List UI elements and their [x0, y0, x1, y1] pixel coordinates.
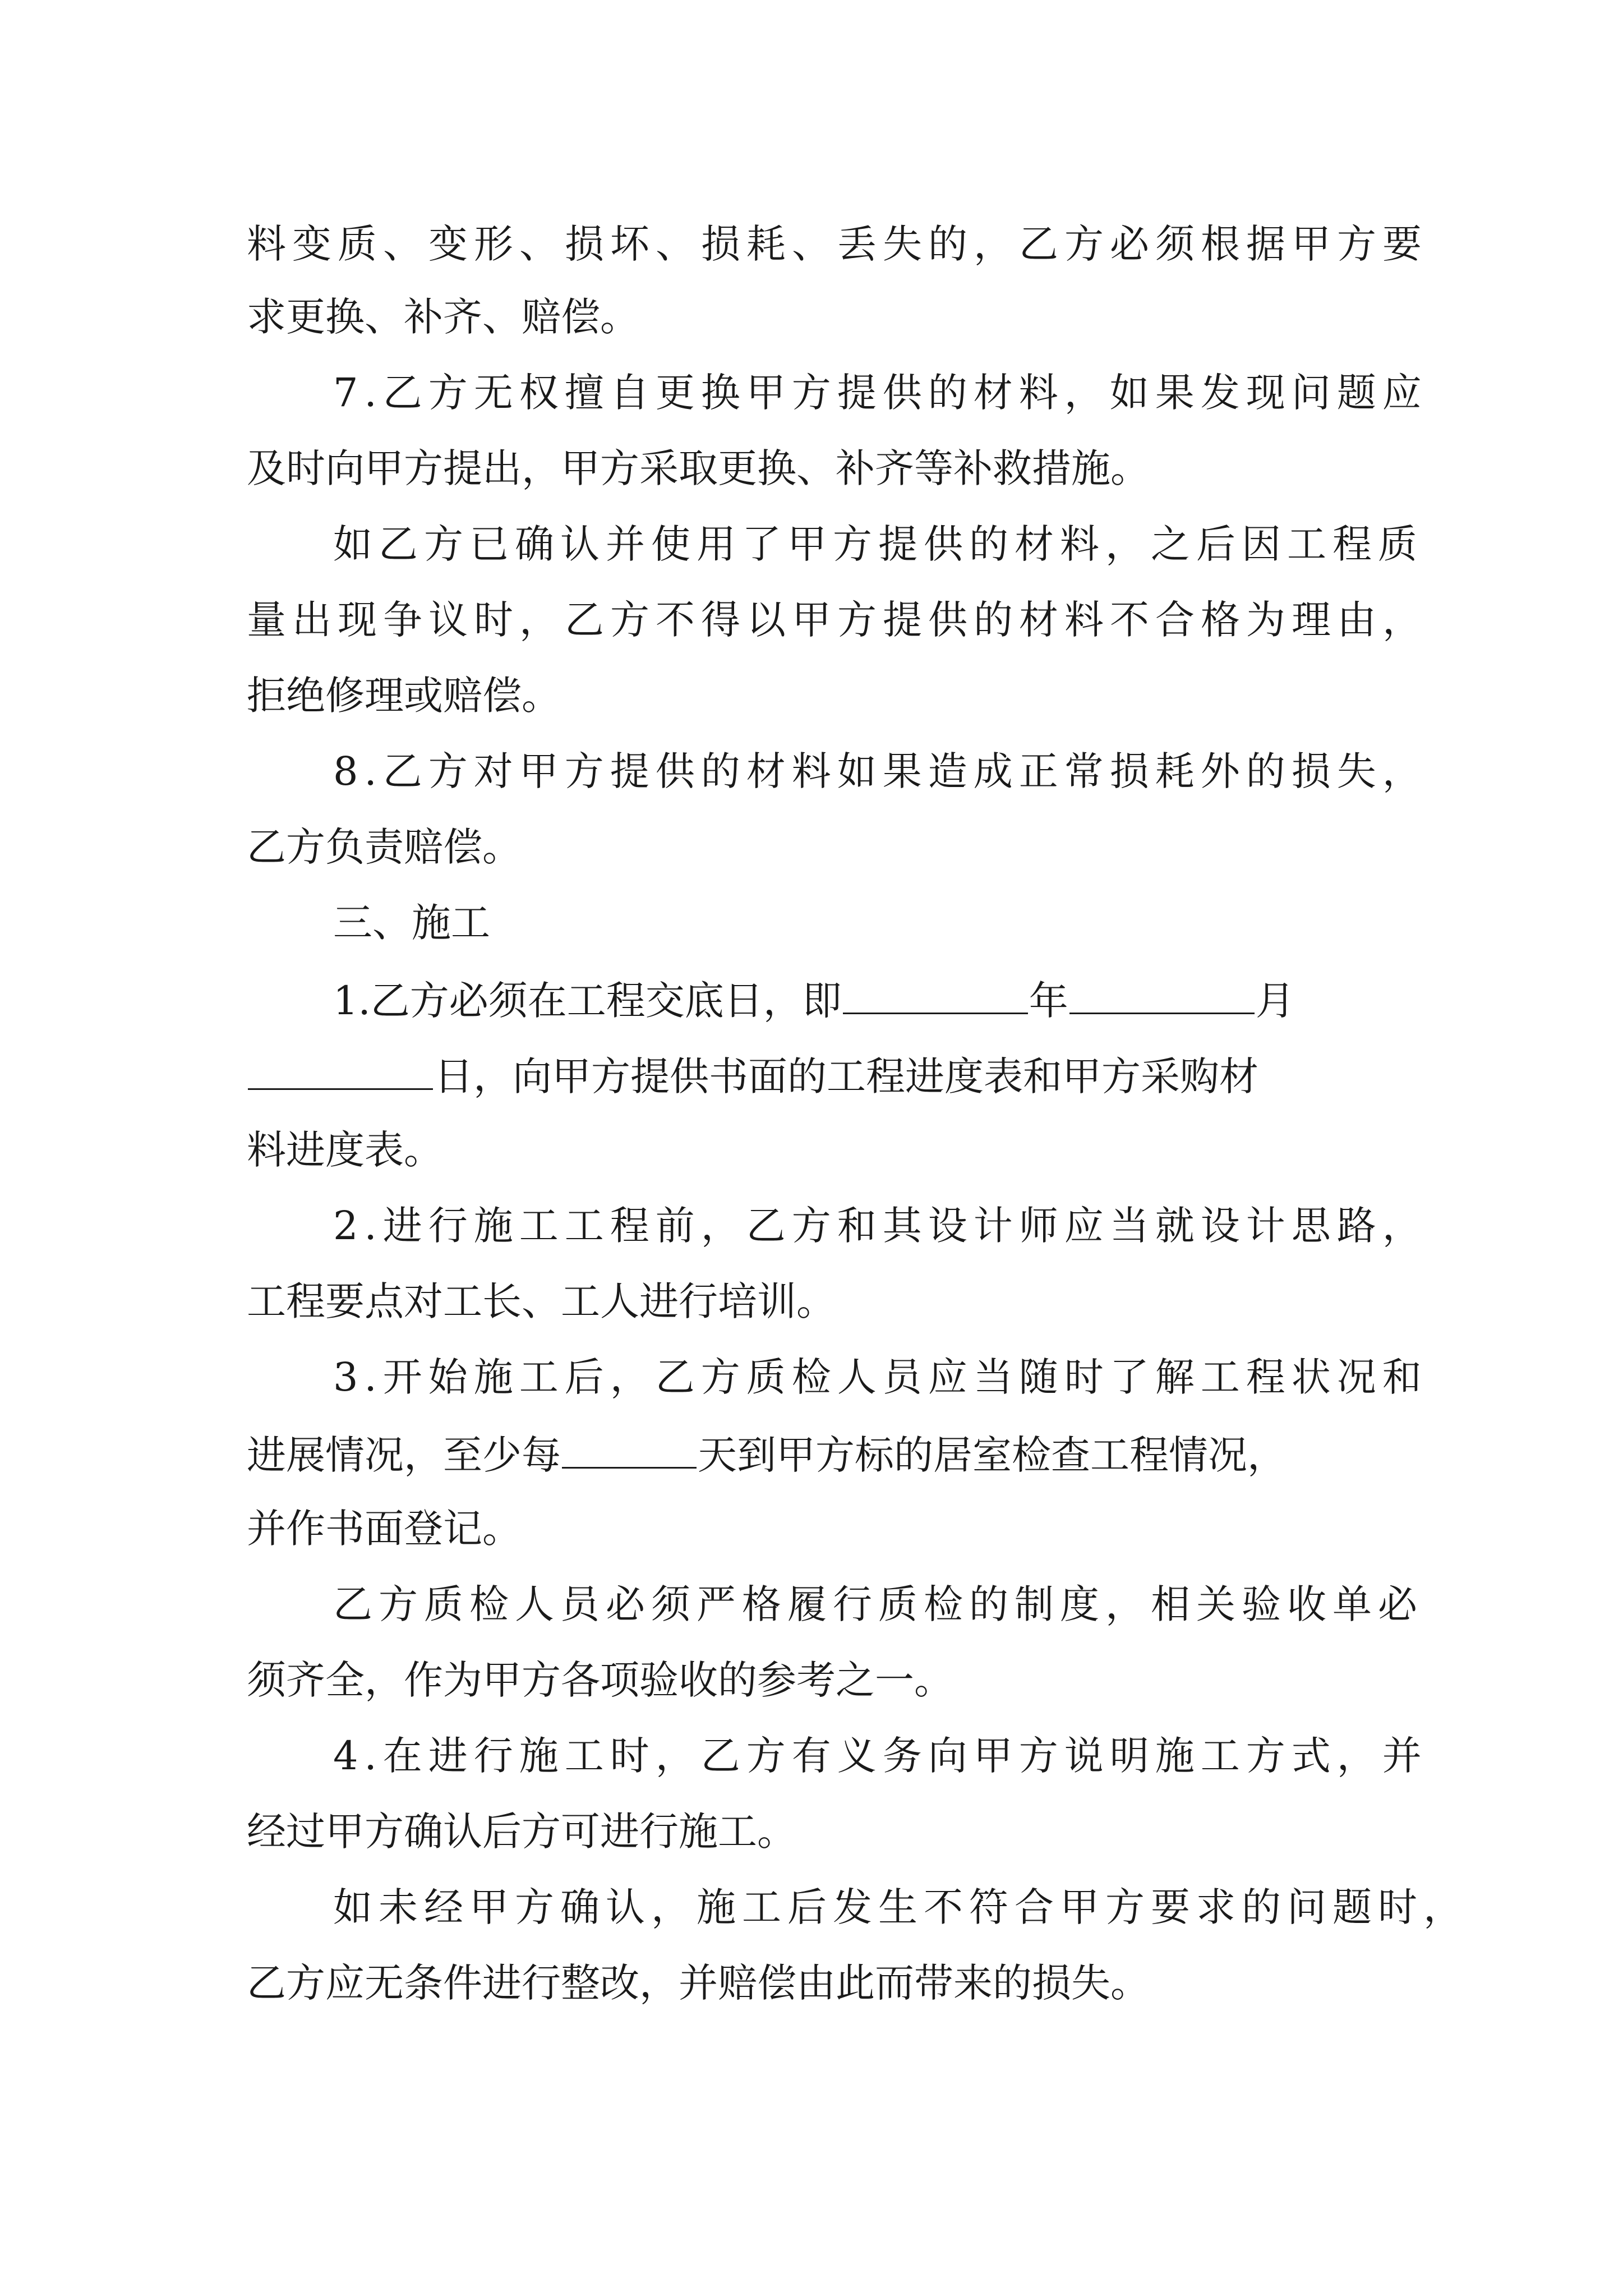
paragraph-line: 如乙方已确认并使用了甲方提供的材料，之后因工程质	[333, 521, 1423, 567]
clause-3-3-line: 3.开始施工后，乙方质检人员应当随时了解工程状况和	[333, 1354, 1428, 1400]
month-label: 月	[1255, 978, 1295, 1024]
section-heading: 三、施工	[333, 900, 490, 946]
day-blank	[248, 1043, 433, 1090]
paragraph-line: 工程要点对工长、工人进行培训。	[247, 1278, 836, 1324]
paragraph-line: 量出现争议时，乙方不得以甲方提供的材料不合格为理由，	[247, 597, 1428, 643]
paragraph-line	[247, 1422, 1623, 1484]
paragraph-line: 经过甲方确认后方可进行施工。	[247, 1809, 796, 1855]
clause-text: 进展情况，至少每	[247, 1432, 561, 1478]
paragraph-line: 料变质、变形、损坏、损耗、丢失的，乙方必须根据甲方要	[247, 221, 1428, 267]
clause-3-1-line	[333, 968, 1623, 1029]
paragraph-line: 求更换、补齐、赔偿。	[247, 294, 639, 340]
days-blank	[562, 1422, 697, 1469]
paragraph-line: 乙方质检人员必须严格履行质检的制度，相关验收单必	[333, 1581, 1423, 1627]
paragraph-line: 并作书面登记。	[247, 1506, 522, 1552]
clause-text: 1.乙方必须在工程交底日，即	[333, 978, 842, 1024]
paragraph-line: 须齐全，作为甲方各项验收的参考之一。	[247, 1657, 953, 1703]
clause-7-line: 7.乙方无权擅自更换甲方提供的材料，如果发现问题应	[333, 370, 1428, 416]
clause-3-4-line: 4.在进行施工时，乙方有义务向甲方说明施工方式，并	[333, 1733, 1428, 1779]
clause-3-2-line: 2.进行施工工程前，乙方和其设计师应当就设计思路，	[333, 1203, 1428, 1249]
paragraph-line: 乙方应无条件进行整改，并赔偿由此而带来的损失。	[247, 1960, 1150, 2006]
paragraph-line: 如未经甲方确认，施工后发生不符合甲方要求的问题时，	[333, 1884, 1469, 1930]
clause-8-line: 8.乙方对甲方提供的材料如果造成正常损耗外的损失，	[333, 748, 1428, 794]
paragraph-line: 料进度表。	[247, 1127, 443, 1173]
year-label: 年	[1029, 978, 1068, 1024]
month-blank	[1069, 968, 1255, 1014]
clause-text: 天到甲方标的居室检查工程情况，	[698, 1432, 1287, 1478]
paragraph-line: 乙方负责赔偿。	[247, 824, 522, 870]
paragraph-line: 及时向甲方提出，甲方采取更换、补齐等补救措施。	[247, 445, 1150, 491]
year-blank	[843, 968, 1028, 1014]
clause-text: 日，向甲方提供书面的工程进度表和甲方采购材	[434, 1053, 1258, 1099]
paragraph-line: 拒绝修理或赔偿。	[247, 673, 561, 719]
paragraph-line	[247, 1043, 1623, 1105]
